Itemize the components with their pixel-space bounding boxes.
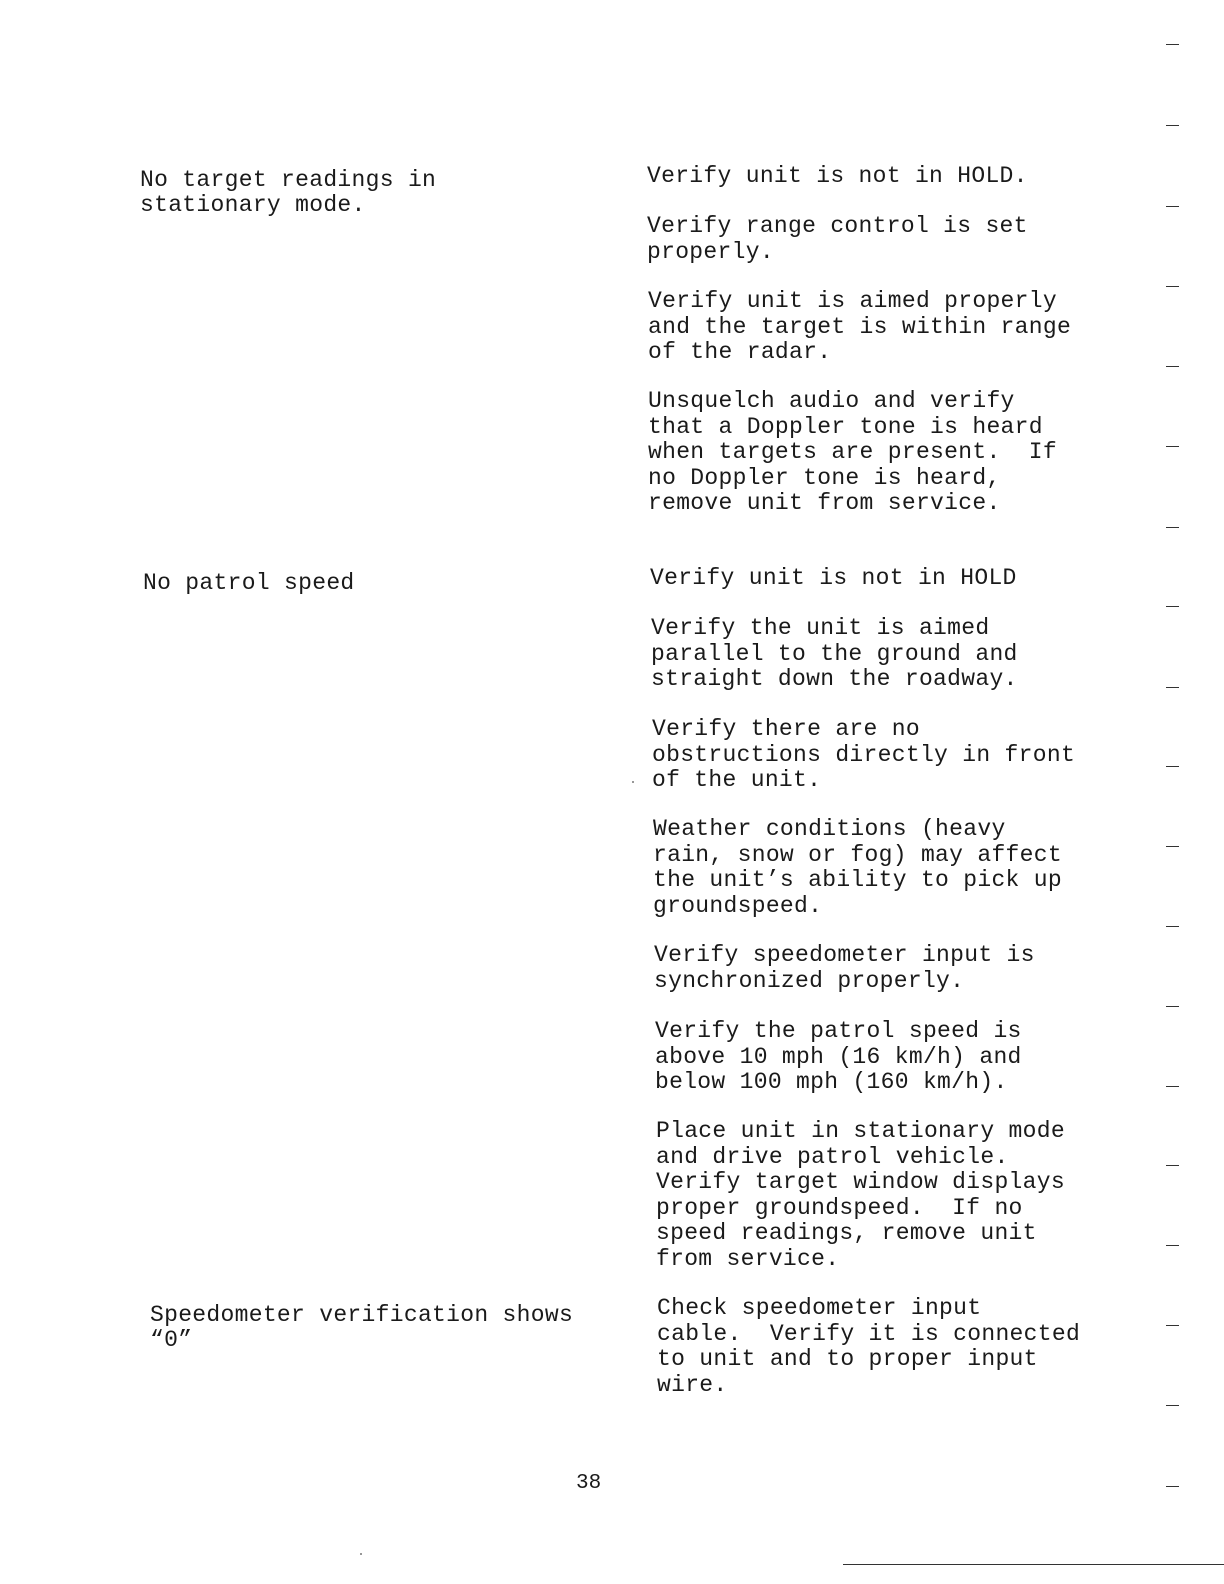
bottom-edge-line xyxy=(843,1564,1224,1565)
margin-tick xyxy=(1166,606,1179,607)
page-number: 38 xyxy=(576,1472,602,1495)
action-weather-conditions: Weather conditions (heavy rain, snow or fog) may affect the unit’s ability to pick up groundspeed. xyxy=(653,816,1062,919)
action-unsquelch-audio: Unsquelch audio and verify that a Doppler tone is heard when targets are present. If no Doppler tone is heard, remove unit from service. xyxy=(648,388,1057,516)
margin-tick xyxy=(1166,687,1179,688)
scan-speck xyxy=(360,1553,362,1555)
margin-tick xyxy=(1166,1165,1179,1166)
action-verify-aimed-properly: Verify unit is aimed properly and the target is within range of the radar. xyxy=(648,288,1072,365)
action-verify-not-hold: Verify unit is not in HOLD. xyxy=(647,163,1028,189)
margin-tick xyxy=(1166,286,1179,287)
margin-tick xyxy=(1166,527,1179,528)
margin-tick xyxy=(1166,846,1179,847)
problem-speedometer-shows-zero: Speedometer verification shows “0” xyxy=(150,1302,574,1353)
margin-tick xyxy=(1166,766,1179,767)
margin-tick xyxy=(1166,1245,1179,1246)
scan-speck xyxy=(632,781,634,783)
margin-tick xyxy=(1166,1086,1179,1087)
margin-tick xyxy=(1166,1325,1179,1326)
margin-tick xyxy=(1166,1405,1179,1406)
problem-no-target-readings: No target readings in stationary mode. xyxy=(140,167,437,218)
problem-no-patrol-speed: No patrol speed xyxy=(143,570,355,596)
action-verify-patrol-speed-range: Verify the patrol speed is above 10 mph (16 km/h) and below 100 mph (160 km/h). xyxy=(655,1018,1022,1095)
action-check-speedometer-cable: Check speedometer input cable. Verify it is connected to unit and to proper input wire. xyxy=(657,1295,1081,1398)
margin-tick xyxy=(1166,446,1179,447)
action-verify-range-control: Verify range control is set properly. xyxy=(647,213,1028,265)
margin-tick xyxy=(1166,206,1179,207)
action-stationary-mode-drive: Place unit in stationary mode and drive patrol vehicle. Verify target window displays proper groundspeed. If no speed readings, remove unit from service. xyxy=(656,1118,1065,1272)
action-verify-not-hold-2: Verify unit is not in HOLD xyxy=(650,565,1017,591)
margin-tick xyxy=(1166,1006,1179,1007)
action-verify-speedometer-sync: Verify speedometer input is synchronized properly. xyxy=(654,942,1035,994)
action-verify-aimed-parallel: Verify the unit is aimed parallel to the ground and straight down the roadway. xyxy=(651,615,1018,692)
margin-tick xyxy=(1166,44,1179,45)
margin-tick xyxy=(1166,926,1179,927)
margin-tick xyxy=(1166,366,1179,367)
margin-tick xyxy=(1166,1486,1179,1487)
margin-tick xyxy=(1166,125,1179,126)
action-verify-no-obstructions: Verify there are no obstructions directly in front of the unit. xyxy=(652,716,1076,793)
